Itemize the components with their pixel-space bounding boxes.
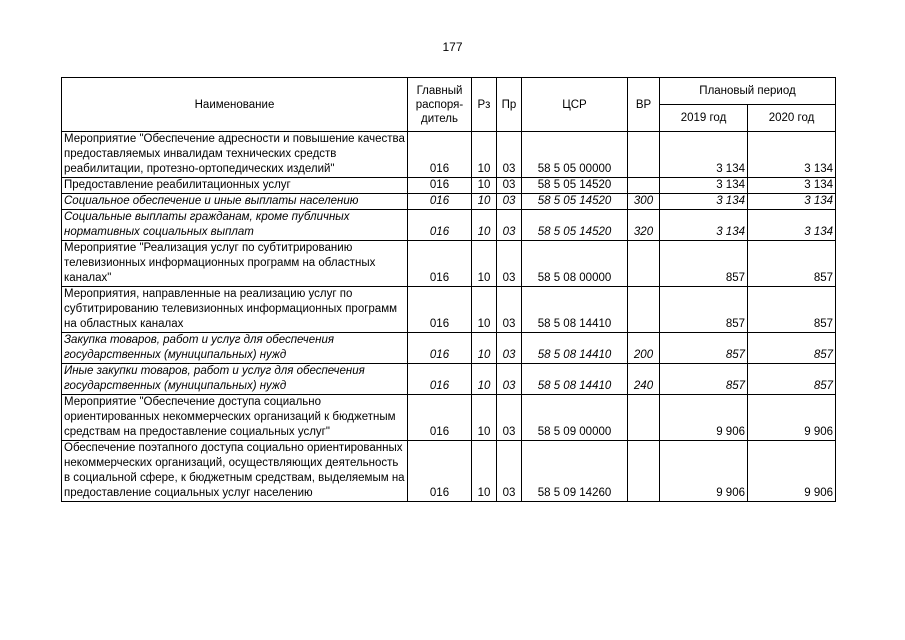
cell-pr: 03 (497, 194, 522, 210)
header-admin: Главный распоря-дитель (408, 78, 472, 132)
cell-name: Мероприятия, направленные на реализацию услуг по субтитрированию телевизионных информационных программ на областных каналах (62, 287, 408, 333)
cell-2019: 9 906 (660, 395, 748, 441)
cell-name: Предоставление реабилитационных услуг (62, 178, 408, 194)
cell-admin: 016 (408, 194, 472, 210)
cell-name: Мероприятие "Реализация услуг по субтитрированию телевизионных информационных программ на областных каналах" (62, 241, 408, 287)
cell-admin: 016 (408, 241, 472, 287)
cell-pr: 03 (497, 287, 522, 333)
cell-csr: 58 5 09 00000 (522, 395, 628, 441)
cell-admin: 016 (408, 287, 472, 333)
cell-rz: 10 (472, 132, 497, 178)
cell-rz: 10 (472, 333, 497, 364)
cell-admin: 016 (408, 441, 472, 502)
page-number: 177 (442, 40, 463, 54)
cell-rz: 10 (472, 241, 497, 287)
cell-csr: 58 5 05 14520 (522, 194, 628, 210)
cell-pr: 03 (497, 395, 522, 441)
cell-2020: 857 (748, 287, 836, 333)
cell-2020: 9 906 (748, 395, 836, 441)
header-name: Наименование (62, 78, 408, 132)
cell-csr: 58 5 08 14410 (522, 364, 628, 395)
cell-csr: 58 5 05 14520 (522, 178, 628, 194)
cell-admin: 016 (408, 364, 472, 395)
cell-2020: 3 134 (748, 178, 836, 194)
cell-vr: 200 (628, 333, 660, 364)
cell-name: Социальные выплаты гражданам, кроме публичных нормативных социальных выплат (62, 210, 408, 241)
cell-2020: 3 134 (748, 210, 836, 241)
cell-name: Мероприятие "Обеспечение адресности и повышение качества предоставляемых инвалидам технических средств реабилитации, протезно-ортопедических изделий" (62, 132, 408, 178)
table-row (62, 364, 836, 395)
cell-pr: 03 (497, 441, 522, 502)
cell-csr: 58 5 08 00000 (522, 241, 628, 287)
budget-table (61, 77, 836, 502)
header-csr: ЦСР (522, 78, 628, 132)
cell-rz: 10 (472, 395, 497, 441)
cell-admin: 016 (408, 210, 472, 241)
table-row (62, 178, 836, 194)
header-rz: Рз (472, 78, 497, 132)
table-row (62, 333, 836, 364)
header-plan-period: Плановый период (660, 78, 836, 105)
cell-2019: 857 (660, 287, 748, 333)
cell-vr (628, 287, 660, 333)
cell-admin: 016 (408, 333, 472, 364)
cell-2019: 3 134 (660, 132, 748, 178)
header-pr: Пр (497, 78, 522, 132)
cell-name: Закупка товаров, работ и услуг для обеспечения государственных (муниципальных) нужд (62, 333, 408, 364)
cell-rz: 10 (472, 287, 497, 333)
table-row (62, 210, 836, 241)
table-row (62, 395, 836, 441)
cell-pr: 03 (497, 241, 522, 287)
cell-rz: 10 (472, 441, 497, 502)
cell-pr: 03 (497, 178, 522, 194)
cell-csr: 58 5 08 14410 (522, 333, 628, 364)
cell-2019: 857 (660, 241, 748, 287)
cell-2020: 857 (748, 364, 836, 395)
cell-name: Иные закупки товаров, работ и услуг для обеспечения государственных (муниципальных) нужд (62, 364, 408, 395)
table-row (62, 132, 836, 178)
header-year-2019: 2019 год (660, 105, 748, 132)
cell-2020: 857 (748, 241, 836, 287)
header-vr: ВР (628, 78, 660, 132)
cell-admin: 016 (408, 178, 472, 194)
cell-rz: 10 (472, 210, 497, 241)
cell-2020: 857 (748, 333, 836, 364)
cell-vr: 300 (628, 194, 660, 210)
table-row (62, 441, 836, 502)
cell-pr: 03 (497, 132, 522, 178)
cell-2019: 3 134 (660, 178, 748, 194)
cell-name: Мероприятие "Обеспечение доступа социально ориентированных некоммерческих организаций к бюджетным средствам на предоставление социальных услуг" (62, 395, 408, 441)
cell-vr (628, 441, 660, 502)
cell-csr: 58 5 09 14260 (522, 441, 628, 502)
cell-rz: 10 (472, 364, 497, 395)
cell-2020: 3 134 (748, 132, 836, 178)
cell-csr: 58 5 05 14520 (522, 210, 628, 241)
cell-vr (628, 395, 660, 441)
cell-2019: 3 134 (660, 210, 748, 241)
cell-csr: 58 5 05 00000 (522, 132, 628, 178)
cell-pr: 03 (497, 210, 522, 241)
cell-name: Социальное обеспечение и иные выплаты населению (62, 194, 408, 210)
cell-vr: 240 (628, 364, 660, 395)
table-row (62, 241, 836, 287)
cell-vr (628, 132, 660, 178)
cell-name: Обеспечение поэтапного доступа социально ориентированных некоммерческих организаций, осуществляющих деятельность в социальной сфере, к бюджетным средствам, выделяемым на предоставление социальных услуг населению (62, 441, 408, 502)
cell-2020: 9 906 (748, 441, 836, 502)
cell-2019: 857 (660, 333, 748, 364)
cell-csr: 58 5 08 14410 (522, 287, 628, 333)
cell-vr: 320 (628, 210, 660, 241)
cell-vr (628, 178, 660, 194)
cell-vr (628, 241, 660, 287)
table-row (62, 287, 836, 333)
cell-2019: 3 134 (660, 194, 748, 210)
cell-2020: 3 134 (748, 194, 836, 210)
cell-2019: 857 (660, 364, 748, 395)
cell-2019: 9 906 (660, 441, 748, 502)
table-row (62, 194, 836, 210)
cell-rz: 10 (472, 178, 497, 194)
cell-pr: 03 (497, 364, 522, 395)
cell-admin: 016 (408, 395, 472, 441)
cell-pr: 03 (497, 333, 522, 364)
header-year-2020: 2020 год (748, 105, 836, 132)
cell-admin: 016 (408, 132, 472, 178)
cell-rz: 10 (472, 194, 497, 210)
